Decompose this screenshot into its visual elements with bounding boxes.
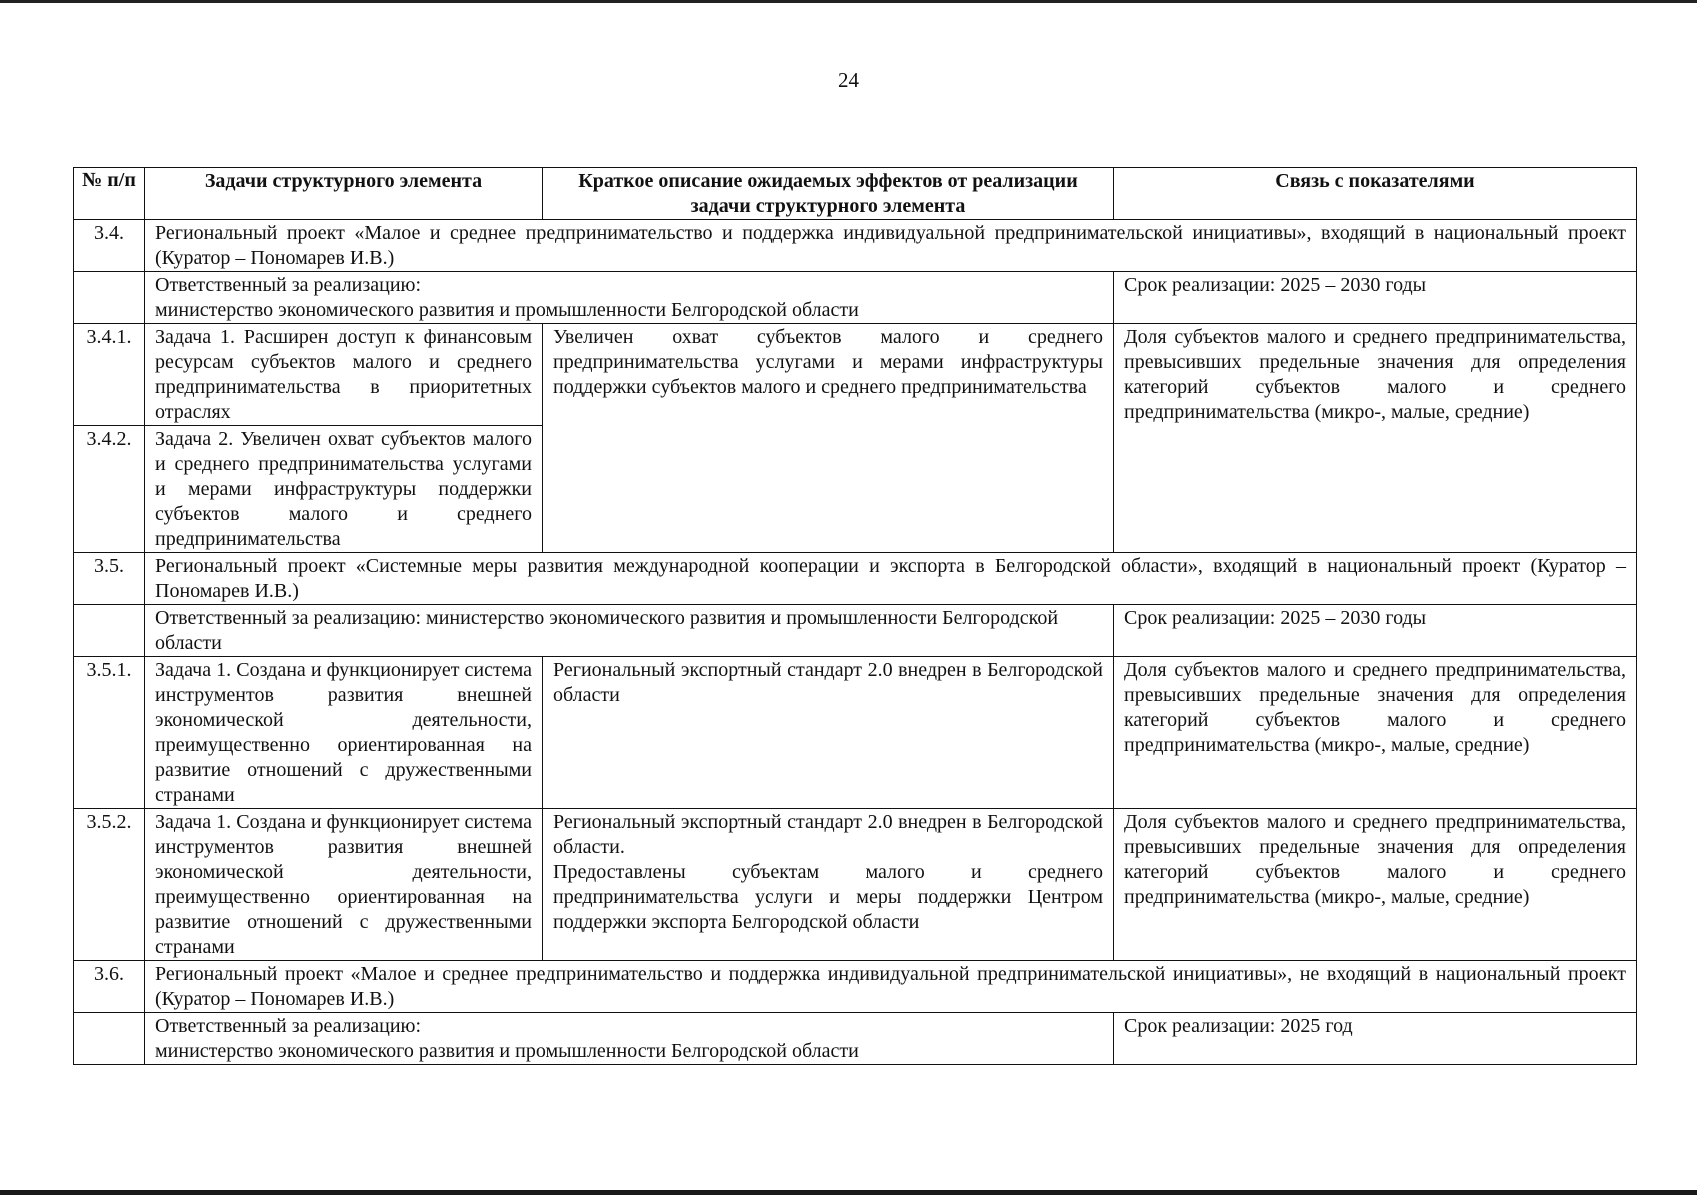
responsible-row-3-6 xyxy=(74,1013,1637,1065)
task-number: 3.5.2. xyxy=(74,809,145,961)
bottom-border-line xyxy=(0,1190,1697,1195)
effect-text-2: Предоставлены субъектам малого и среднего предпринимательства услуги и меры поддержки Центром поддержки экспорта Белгородской области xyxy=(553,861,1103,933)
section-row-3-5 xyxy=(74,553,1637,605)
header-num: № п/п xyxy=(74,168,145,220)
task-row-3-4-1 xyxy=(74,324,1637,426)
structural-elements-table xyxy=(73,167,1637,1065)
effect-text: Региональный экспортный стандарт 2.0 внедрен в Белгородской области. xyxy=(553,811,1103,858)
task-text: Задача 1. Создана и функционирует система инструментов развития внешней экономической деятельности, преимущественно ориентированная на развитие отношений с дружественными странами xyxy=(145,657,543,809)
section-title: Региональный проект «Системные меры развития международной кооперации и экспорта в Белгородской области», входящий в национальный проект (Куратор – Пономарев И.В.) xyxy=(145,553,1637,605)
empty-cell xyxy=(74,272,145,324)
empty-cell xyxy=(74,605,145,657)
task-row-3-5-2 xyxy=(74,809,1637,961)
top-border-line xyxy=(0,0,1697,3)
section-row-3-6 xyxy=(74,961,1637,1013)
effect-text: Региональный экспортный стандарт 2.0 внедрен в Белгородской области xyxy=(543,657,1114,809)
section-number: 3.4. xyxy=(74,220,145,272)
empty-cell xyxy=(74,1013,145,1065)
task-row-3-5-1 xyxy=(74,657,1637,809)
responsible-row-3-4 xyxy=(74,272,1637,324)
indicator-link-text: Доля субъектов малого и среднего предпринимательства, превысивших предельные значения для определения категорий субъектов малого и среднего предпринимательства (микро-, малые, средние) xyxy=(1114,324,1637,553)
header-tasks: Задачи структурного элемента xyxy=(145,168,543,220)
responsible-text: Ответственный за реализацию: министерство экономического развития и промышленности Белгородской области xyxy=(145,605,1114,657)
task-text: Задача 1. Расширен доступ к финансовым ресурсам субъектов малого и среднего предпринимательства в приоритетных отраслях xyxy=(145,324,543,426)
table-header-row xyxy=(74,168,1637,220)
task-number: 3.5.1. xyxy=(74,657,145,809)
task-text: Задача 1. Создана и функционирует система инструментов развития внешней экономической деятельности, преимущественно ориентированная на развитие отношений с дружественными странами xyxy=(145,809,543,961)
section-number: 3.5. xyxy=(74,553,145,605)
task-text: Задача 2. Увеличен охват субъектов малого и среднего предпринимательства услугами и мерами инфраструктуры поддержки субъектов малого и среднего предпринимательства xyxy=(145,426,543,553)
section-row-3-4 xyxy=(74,220,1637,272)
term-text: Срок реализации: 2025 – 2030 годы xyxy=(1114,272,1637,324)
task-number: 3.4.1. xyxy=(74,324,145,426)
section-title: Региональный проект «Малое и среднее предпринимательство и поддержка индивидуальной предпринимательской инициативы», не входящий в национальный проект (Куратор – Пономарев И.В.) xyxy=(145,961,1637,1013)
section-number: 3.6. xyxy=(74,961,145,1013)
responsible-text: Ответственный за реализацию: министерство экономического развития и промышленности Белгородской области xyxy=(145,1013,1114,1065)
page-number: 24 xyxy=(838,68,859,92)
term-text: Срок реализации: 2025 год xyxy=(1114,1013,1637,1065)
header-effects: Краткое описание ожидаемых эффектов от реализации задачи структурного элемента xyxy=(543,168,1114,220)
effect-cell xyxy=(543,809,1114,961)
term-text: Срок реализации: 2025 – 2030 годы xyxy=(1114,605,1637,657)
effect-text: Увеличен охват субъектов малого и среднего предпринимательства услугами и мерами инфраструктуры поддержки субъектов малого и среднего предпринимательства xyxy=(543,324,1114,553)
section-title: Региональный проект «Малое и среднее предпринимательство и поддержка индивидуальной предпринимательской инициативы», входящий в национальный проект (Куратор – Пономарев И.В.) xyxy=(145,220,1637,272)
indicator-link-text: Доля субъектов малого и среднего предпринимательства, превысивших предельные значения для определения категорий субъектов малого и среднего предпринимательства (микро-, малые, средние) xyxy=(1114,657,1637,809)
responsible-text: Ответственный за реализацию: министерство экономического развития и промышленности Белгородской области xyxy=(145,272,1114,324)
task-number: 3.4.2. xyxy=(74,426,145,553)
indicator-link-text: Доля субъектов малого и среднего предпринимательства, превысивших предельные значения для определения категорий субъектов малого и среднего предпринимательства (микро-, малые, средние) xyxy=(1114,809,1637,961)
header-link: Связь с показателями xyxy=(1114,168,1637,220)
responsible-row-3-5 xyxy=(74,605,1637,657)
